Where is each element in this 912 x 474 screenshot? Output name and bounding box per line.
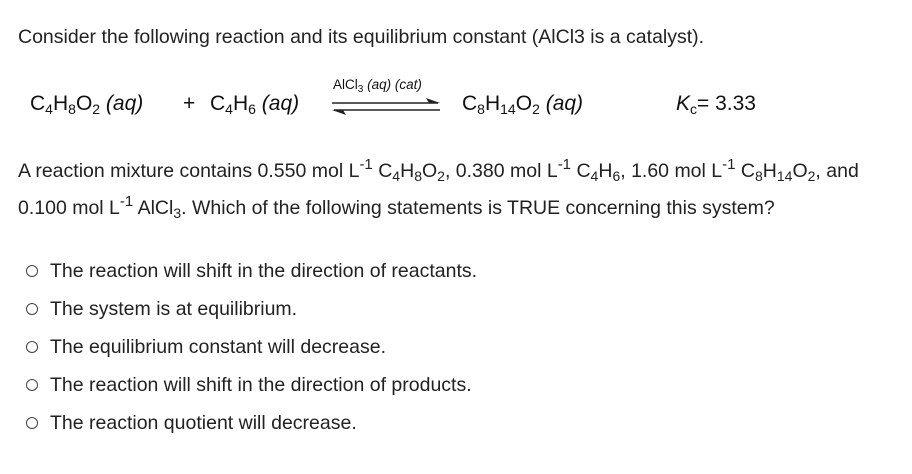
answer-options [26, 252, 477, 442]
question-intro: Consider the following reaction and its equilibrium constant (AlCl3 is a catalyst). [18, 26, 705, 48]
radio-button[interactable] [26, 417, 38, 429]
answer-option[interactable]: The reaction will shift in the direction of reactants. [26, 252, 477, 290]
reactant-1: $C_4H_8O_2$ (aq) [30, 92, 144, 117]
answer-option[interactable]: The reaction will shift in the direction of products. [26, 366, 477, 404]
radio-button[interactable] [26, 341, 38, 353]
product: $C_8H_{14}O_2$ (aq) [462, 92, 584, 117]
answer-option[interactable]: The system is at equilibrium. [26, 290, 477, 328]
reaction-equation [0, 0, 912, 130]
plus-sign: + [183, 92, 196, 115]
radio-button[interactable] [26, 379, 38, 391]
equilibrium-constant: $K_c= 3.33$ [676, 92, 756, 117]
equilibrium-arrow-icon [330, 95, 442, 121]
radio-button[interactable] [26, 303, 38, 315]
answer-option[interactable]: The equilibrium constant will decrease. [26, 328, 477, 366]
catalyst-label: AlCl$_3$ (aq) (cat) [333, 77, 422, 95]
answer-option[interactable]: The reaction quotient will decrease. [26, 404, 477, 442]
reactant-2: $C_4H_6$ (aq) [210, 92, 300, 117]
radio-button[interactable] [26, 265, 38, 277]
question-paragraph: A reaction mixture contains 0.550 mol $L^{-1}$ $C_4H_8O_2$, 0.380 mol $L^{-1}$ $C_4H_6$, 1.60 mol $L^{-1}$ $C_8H_{14}O_2$, and 0.100 mol $L^{-1}$ AlCl$_3$. Which of the following statements is TRUE concerning this system? [18, 156, 859, 221]
